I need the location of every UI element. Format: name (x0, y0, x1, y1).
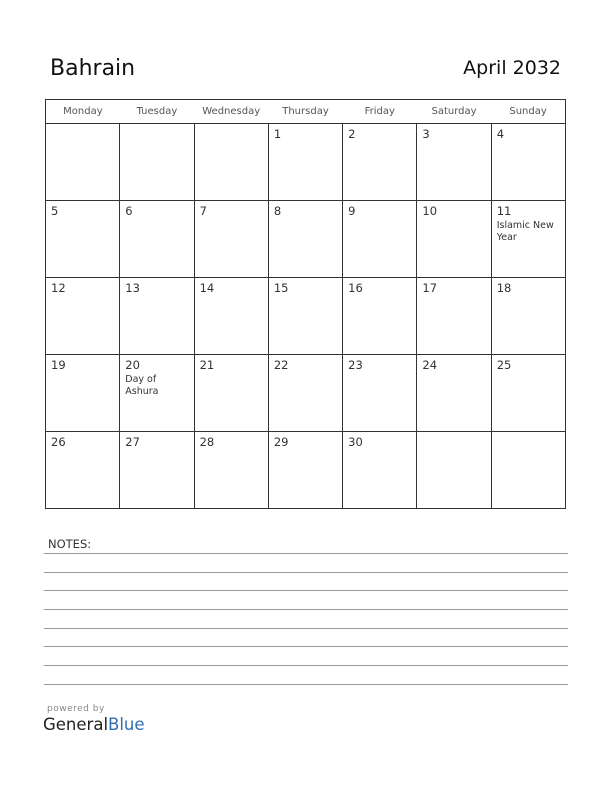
weekday-header: Saturday (417, 100, 491, 124)
powered-by-text: powered by (47, 704, 105, 714)
day-cell (343, 355, 417, 432)
day-cell (268, 201, 342, 278)
day-number: 11 (496, 204, 512, 218)
notes-label: NOTES: (48, 537, 92, 551)
note-line (44, 590, 568, 591)
day-number: 17 (422, 281, 438, 295)
week-row (46, 432, 566, 509)
month-title: April 2032 (463, 57, 561, 79)
day-cell (46, 201, 120, 278)
week-row (46, 124, 566, 201)
day-number: 3 (422, 127, 430, 141)
weekday-header: Tuesday (120, 100, 194, 124)
day-cell (491, 124, 565, 201)
day-number: 21 (199, 358, 215, 372)
day-number: 12 (51, 281, 66, 295)
note-line (44, 665, 568, 666)
note-line (44, 684, 568, 685)
day-cell (194, 201, 268, 278)
note-line (44, 572, 568, 573)
day-cell (491, 432, 565, 509)
day-number: 30 (348, 435, 363, 449)
day-cell (194, 124, 268, 201)
day-cell (268, 432, 342, 509)
note-line (44, 628, 568, 629)
day-number: 9 (348, 204, 356, 218)
weekday-header: Thursday (268, 100, 342, 124)
brand-general: General (43, 715, 109, 734)
day-number: 19 (51, 358, 66, 372)
day-number: 13 (125, 281, 140, 295)
day-number: 15 (273, 281, 289, 295)
day-number: 8 (273, 204, 282, 218)
note-line (44, 609, 568, 610)
day-number: 2 (348, 127, 356, 141)
note-line (44, 553, 568, 554)
day-number: 4 (496, 127, 505, 141)
day-number: 22 (273, 358, 289, 372)
page-title: Bahrain (50, 56, 136, 81)
calendar-grid (45, 99, 566, 509)
day-cell (343, 432, 417, 509)
day-number (195, 124, 268, 127)
day-cell (268, 355, 342, 432)
day-cell (120, 432, 194, 509)
day-cell (343, 201, 417, 278)
day-cell (268, 124, 342, 201)
day-number: 1 (273, 127, 282, 141)
day-cell (417, 432, 491, 509)
day-cell (268, 278, 342, 355)
day-number: 28 (199, 435, 215, 449)
day-number: 26 (51, 435, 66, 449)
day-number: 6 (125, 204, 133, 218)
weekday-header: Friday (343, 100, 417, 124)
weekday-header-row (46, 100, 566, 124)
day-cell (343, 124, 417, 201)
day-cell (46, 432, 120, 509)
week-row (46, 201, 566, 278)
holiday-label: Day of Ashura (125, 374, 159, 397)
day-number: 7 (199, 204, 207, 218)
day-number: 16 (348, 281, 363, 295)
day-number: 18 (496, 281, 512, 295)
day-number: 20 (125, 358, 140, 372)
day-cell (417, 355, 491, 432)
day-cell (491, 201, 565, 278)
day-number: 23 (348, 358, 363, 372)
holiday-label: Islamic New Year (496, 220, 554, 243)
day-number (417, 432, 490, 435)
day-cell (194, 432, 268, 509)
day-cell (417, 201, 491, 278)
weekday-header: Sunday (491, 100, 565, 124)
day-number: 29 (273, 435, 289, 449)
day-cell (46, 124, 120, 201)
day-cell (417, 278, 491, 355)
day-cell (491, 355, 565, 432)
day-cell (343, 278, 417, 355)
day-cell (194, 278, 268, 355)
day-cell (120, 355, 194, 432)
day-cell (46, 355, 120, 432)
weekday-header: Wednesday (194, 100, 268, 124)
day-number (120, 124, 193, 127)
day-cell (120, 124, 194, 201)
day-cell (491, 278, 565, 355)
day-cell (46, 278, 120, 355)
brand-name (43, 715, 145, 734)
day-cell (120, 278, 194, 355)
brand-blue: Blue (108, 715, 145, 734)
day-number: 14 (199, 281, 215, 295)
day-number (46, 124, 119, 127)
week-row (46, 355, 566, 432)
brand-logo (43, 704, 145, 734)
day-number: 10 (422, 204, 438, 218)
day-cell (194, 355, 268, 432)
week-row (46, 278, 566, 355)
day-number: 25 (496, 358, 512, 372)
day-cell (120, 201, 194, 278)
day-number: 5 (51, 204, 59, 218)
day-cell (417, 124, 491, 201)
day-number (492, 432, 565, 435)
day-number: 27 (125, 435, 140, 449)
day-number: 24 (422, 358, 438, 372)
note-line (44, 646, 568, 647)
weekday-header: Monday (46, 100, 120, 124)
